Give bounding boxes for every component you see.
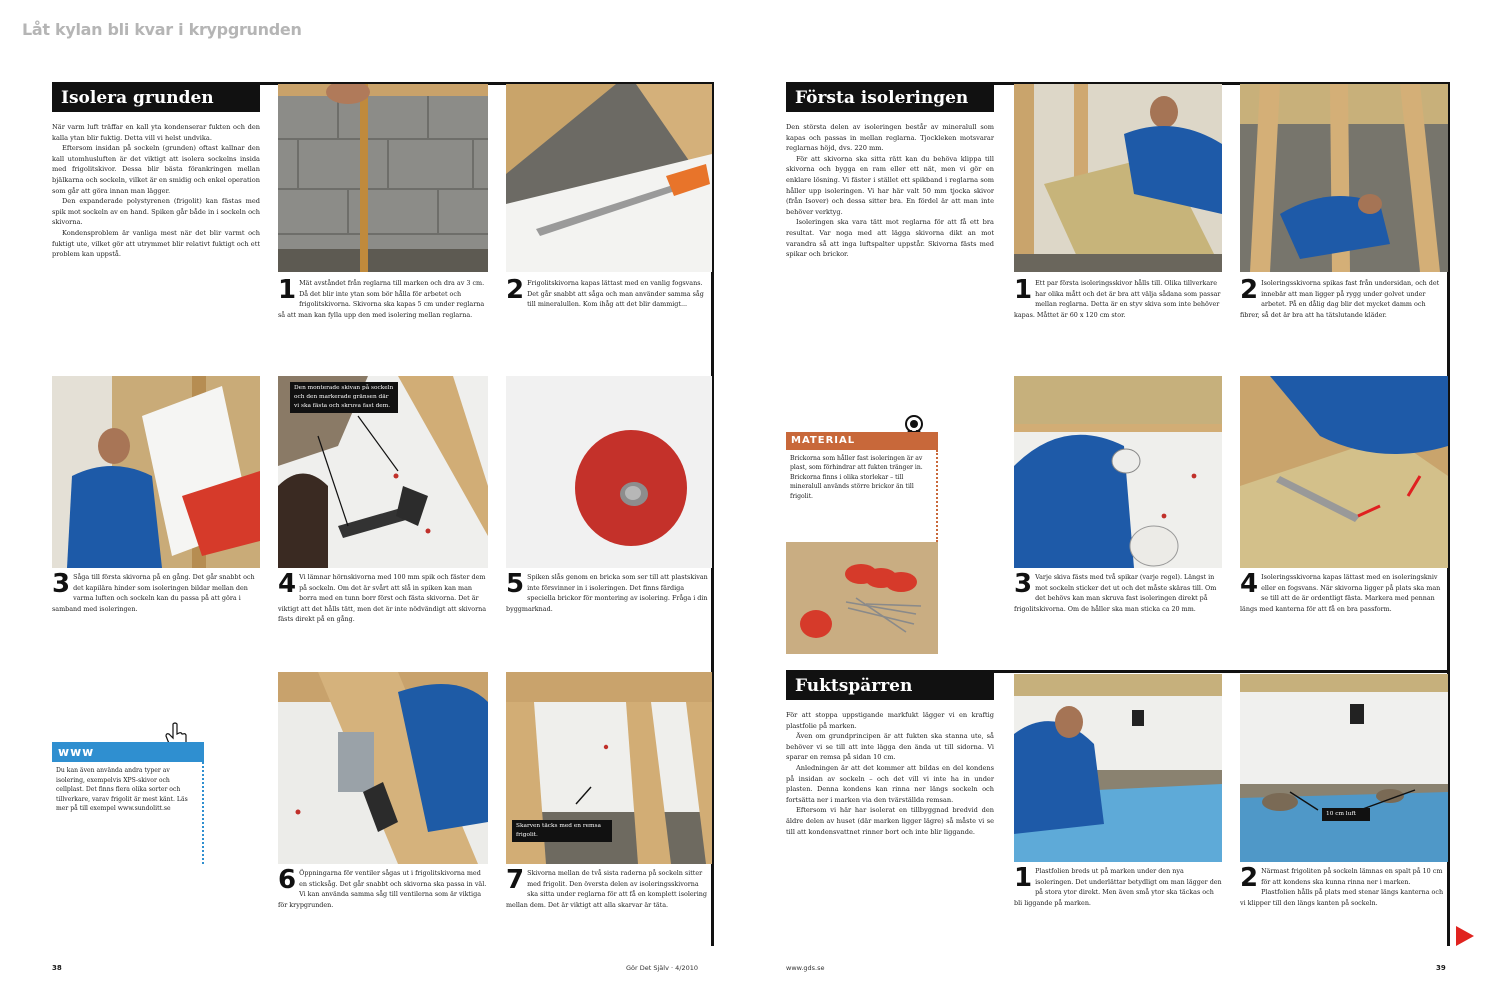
photo-label-board: Den monterade skivan på sockeln och den markerade gränsen där vi ska fästa och skruva fast dem. <box>290 382 398 413</box>
left-step-4 <box>278 569 488 625</box>
photo-label-strip: Skarven täcks med en remsa frigolit. <box>512 820 612 842</box>
left-intro-p1: När varm luft träffar en kall yta kondenserar fukten och den kalla ytan blir fuktig. Detta vill vi helst undvika. <box>52 123 260 142</box>
step-text: Isoleringsskivorna spikas fast från undersidan, och det innebär att man ligger på rygg under golvet under arbetet. På en dålig dag blir det mycket damm och fibrer, så det är bra att ha tätslutande kläder. <box>1240 279 1440 319</box>
material-title: MATERIAL <box>786 432 938 450</box>
moisture-intro-text <box>786 710 994 837</box>
right-footer-url: www.gds.se <box>786 964 825 972</box>
photo-cut-vent <box>278 672 488 864</box>
left-page-number: 38 <box>52 964 62 972</box>
magazine-footer: Gör Det Själv · 4/2010 <box>626 964 699 972</box>
step-number: 2 <box>1240 275 1259 305</box>
right-intro-p1: Den största delen av isoleringen består av mineralull som kapas och passas in mellan reglarna. Tjockleken motsvarar reglarnas höjd, dvs. 220 mm. <box>786 123 994 153</box>
step-text: Isoleringsskivorna kapas lättast med en isoleringskniv eller en fogsvans. När skivorna ligger på plats ska man se till att de är ordentligt fästa. Markera med pennan längs med kanterna för att få en bra passform. <box>1240 573 1441 613</box>
step-number: 1 <box>1014 275 1033 305</box>
www-text: Du kan även använda andra typer av isolering, exempelvis XPS-skivor och cellplast. Det finns flera olika sorter och tillverkare, varav frigolit är mest känt. Läs mer på till exempel www.sundolitt.se <box>52 762 204 864</box>
left-step-2 <box>506 275 710 310</box>
right-intro-p3: Isoleringen ska vara tätt mot reglarna för att få ett bra resultat. Var noga med att lägga skivorna dikt an mot varandra så att inga luftspalter uppstår. Skivorna fästs med spikar och brickor. <box>786 218 994 259</box>
step-text: Spiken slås genom en bricka som ser till att plastskivan inte försvinner in i isoleringen. Det finns färdiga speciella brickor för montering av isolering. Fråga i din byggmarknad. <box>506 573 708 613</box>
photo-plastic-gap <box>1240 674 1448 862</box>
step-number: 3 <box>1014 569 1033 599</box>
right-step-4 <box>1240 569 1446 614</box>
photo-worker-wool <box>1014 84 1222 272</box>
moisture-intro-p4: Eftersom vi här har isolerat en tillbyggnad bredvid den äldre delen av huset (där marken ligger lägre) så måste vi se till att kondensvattnet rinner bort och inte blir liggande. <box>786 806 994 836</box>
photo-overhead-fix <box>1014 376 1222 568</box>
step-text: Öppningarna för ventiler sågas ut i frigolitskivorna med en sticksåg. Det går snabbt och skivorna ska passa in väl. Vi kan använda samma såg till ventilerna som är viktiga för krypgrunden. <box>278 869 487 909</box>
step-text: Såga till första skivorna på en gång. Det går snabbt och det kapilära hinder som isoleringen bildar mellan den varma luften och sockeln kan du passa på att göra i samband med isoleringen. <box>52 573 255 613</box>
right-step-3 <box>1014 569 1222 614</box>
left-intro-p2: Eftersom insidan på sockeln (grunden) oftast kallnar den kall utomhusluften är det viktigt att isolera sockelns insida med frigolitskivor. Dessa blir bästa förankringen mellan bjälkarna och sockeln, vilket är en smidig och enkel operation som går att göra innan man lägger. <box>52 144 260 195</box>
moisture-intro-p1: För att stoppa uppstigande markfukt lägger vi en kraftig plastfolie på marken. <box>786 711 994 730</box>
www-info-box <box>52 742 204 864</box>
step-text: Mät avståndet från reglarna till marken och dra av 3 cm. Då det blir inte ytan som bör hålla för arbetet och frigolitskivorna. Skivorna ska kapas 5 cm under reglarna så att man kan fylla upp den med isolering mellan reglarna. <box>278 279 485 319</box>
left-section-title: Isolera grunden <box>52 84 260 112</box>
right-intro-text <box>786 122 994 260</box>
step-number: 7 <box>506 865 525 895</box>
moisture-intro-p2: Även om grundprincipen är att fukten ska stanna ute, så behöver vi se till att inte lägga den ända ut till sidorna. Vi sparar en remsa på sidan 10 cm. <box>786 732 994 762</box>
photo-lying-worker <box>1240 84 1448 272</box>
left-intro-text <box>52 122 260 260</box>
moisture-section-title: Fuktspärren <box>786 672 994 700</box>
material-text: Brickorna som håller fast isoleringen är av plast, som förhindrar att fukten tränger in. Brickorna finns i olika storlekar – till mineralull används större brickor än till frigolit. <box>786 450 938 542</box>
material-info-box <box>786 432 938 654</box>
step-number: 5 <box>506 569 525 599</box>
step-text: Frigolitskivorna kapas lättast med en vanlig fogsvans. Det går snabbt att såga och man använder samma såg till mineralullen. Kom ihåg att det blir dammigt... <box>527 279 704 308</box>
left-step-5 <box>506 569 710 614</box>
step-text: Ett par första isoleringsskivor hålls till. Olika tillverkare har olika mått och det är bra att välja sådana som passar mellan reglarna. Detta är en styv skiva som inte behöver kapas. Måttet är 60 x 120 cm stor. <box>1014 279 1221 319</box>
photo-red-washer <box>506 376 712 568</box>
next-page-arrow-icon[interactable] <box>1456 926 1474 946</box>
step-number: 2 <box>1240 863 1259 893</box>
www-title: www <box>52 742 204 762</box>
left-step-7 <box>506 865 710 910</box>
left-step-6 <box>278 865 488 910</box>
step-text: Plastfolien breds ut på marken under den nya isoleringen. Det underlättar betydligt om man lägger den på stora ytor direkt. Men även små ytor ska täckas och bli liggande på marken. <box>1014 867 1222 907</box>
right-intro-p2: För att skivorna ska sitta rätt kan du behöva klippa till skivorna och bygga en ram eller ett nät, men vi gör en enklare lösning. Vi fäster i stället ett spikband i reglarna som håller upp isoleringen. Vi har här valt 50 mm tjocka skivor (från Isover) och dessa sitter bra. En fördel är att man inte behöver verktyg. <box>786 154 994 216</box>
right-step-1 <box>1014 275 1222 320</box>
step-text: Närmast frigoliten på sockeln lämnas en spalt på 10 cm för att kondens ska kunna rinna ner i marken. Plastfolien hålls på plats med stenar längs kanterna och vi klipper till den längs kanten på sockeln. <box>1240 867 1444 907</box>
moisture-step-1 <box>1014 863 1222 908</box>
photo-plastic-sheet <box>1014 674 1222 862</box>
right-section-title: Första isoleringen <box>786 84 994 112</box>
step-text: Varje skiva fästs med två spikar (varje regel). Längst in mot sockeln sticker det ut och det måste skäras till. Om det behövs kan man skruva fast isoleringen direkt på frigolitskivorna. Om de håller ska man sticka ca 20 mm. <box>1014 573 1217 613</box>
photo-washers-nails <box>786 542 938 654</box>
running-head: Låt kylan bli kvar i krypgrunden <box>22 20 302 39</box>
moisture-step-2 <box>1240 863 1446 908</box>
moisture-intro-p3: Anledningen är att det kommer att bildas en del kondens på insidan av sockeln – och det vill vi inte ha in under plasten. Denna kondens kan rinna ner längs sockeln och fortsätta ner i marken via den tvärställda remsan. <box>786 763 994 804</box>
left-intro-p3: Den expanderade polystyrenen (frigolit) kan fästas med spik mot sockeln av en hand. Spiken går både in i sockeln och skivorna. <box>52 197 260 227</box>
step-number: 1 <box>278 275 297 305</box>
left-intro-p4: Kondensproblem är vanliga mest när det blir varmt och fuktigt ute, vilket gör att utrymmet blir relativt fuktigt och ett problem kan uppstå. <box>52 228 260 259</box>
left-step-3 <box>52 569 260 614</box>
step-number: 4 <box>1240 569 1259 599</box>
step-text: Vi lämnar hörnskivorna med 100 mm spik och fäster dem på sockeln. Om det är svårt att slå in spiken kan man borra med en tunn borr först och fästa skivorna. Det är viktigt att det hålls tätt, men det är inte nödvändigt att skivorna fästs direkt på en gång. <box>278 573 487 623</box>
left-step-1 <box>278 275 488 320</box>
photo-person-boards <box>52 376 260 568</box>
step-number: 1 <box>1014 863 1033 893</box>
photo-saw-board <box>506 84 712 272</box>
photo-concrete-wall <box>278 84 488 272</box>
right-page-number: 39 <box>1436 964 1446 972</box>
step-number: 4 <box>278 569 297 599</box>
step-text: Skivorna mellan de två sista raderna på sockeln sitter med frigolit. Den översta delen av isoleringsskivorna ska sitta under reglarna för att få en komplett isolering mellan dem. Det är viktigt att alla skarvar är täta. <box>506 869 707 909</box>
photo-saw-wool <box>1240 376 1448 568</box>
step-number: 3 <box>52 569 71 599</box>
step-number: 6 <box>278 865 297 895</box>
step-number: 2 <box>506 275 525 305</box>
photo-label-gap: 10 cm luft <box>1322 808 1370 821</box>
right-step-2 <box>1240 275 1446 320</box>
